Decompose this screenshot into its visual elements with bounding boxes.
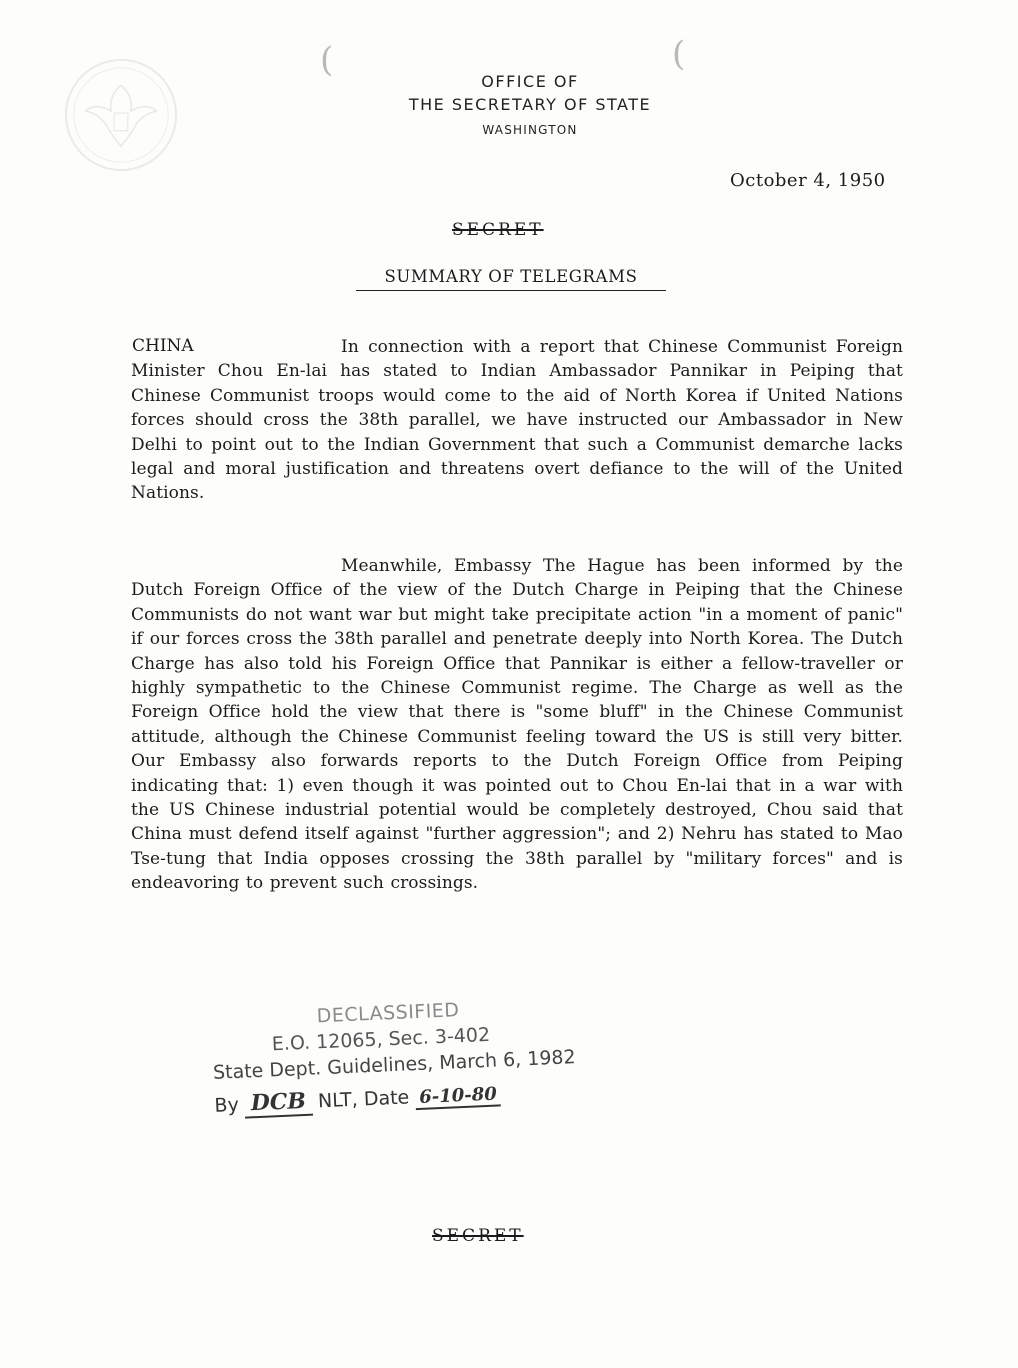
stamp-declassified: DECLASSIFIED [316,999,460,1028]
stamp-nlt-label: NLT, Date [317,1086,410,1113]
stamp-by-line [214,1079,501,1117]
declassification-stamp [210,985,595,1131]
section-label: CHINA [132,336,194,356]
letterhead-office: OFFICE OF [481,72,579,91]
document-date: October 4, 1950 [730,170,886,191]
stamp-reviewer-initials: DCB [244,1088,312,1119]
letterhead-city: WASHINGTON [482,123,578,137]
stamp-executive-order: E.O. 12065, Sec. 3-402 [271,1023,491,1056]
great-seal-icon [62,56,180,174]
document-title: SUMMARY OF TELEGRAMS [356,267,666,291]
paragraph-1: In connection with a report that Chinese Communist Foreign Minister Chou En-lai has stated to Indian Ambassador Pannikar in Peiping that Chinese Communist troops would come to the aid of North Korea if United Nations forces should cross the 38th parallel, we have instructed our Ambassador in New Delhi to point out to the Indian Government that such a Communist demarche lacks legal and moral justification and threatens overt defiance to the will of the United Nations. [131,337,903,504]
stamp-guidelines: State Dept. Guidelines, March 6, 1982 [212,1046,577,1084]
faint-mark-left: ( [320,40,334,80]
paragraph-2: Meanwhile, Embassy The Hague has been informed by the Dutch Foreign Office of the view of the Dutch Charge in Peiping that the Chinese Communists do not want war but might take precipitate action "in a moment of panic" if our forces cross the 38th parallel and penetrate deeply into North Korea. The Dutch Charge has also told his Foreign Office that Pannikar is either a fellow-traveller or highly sympathetic to the Chinese Communist regime. The Charge as well as the Foreign Office hold the view that there is "some bluff" in the Chinese Communist attitude, although the Chinese Communist feeling toward the US is still very bitter. Our Embassy also forwards reports to the Dutch Foreign Office from Peiping indicating that: 1) even though it was pointed out to Chou En-lai that in a war with the US Chinese industrial potential would be completely destroyed, Chou said that China must defend itself against "further aggression"; and 2) Nehru has stated to Mao Tse-tung that India opposes crossing the 38th parallel by "military forces" and is endeavoring to prevent such crossings. [131,556,903,894]
stamp-by-label: By [214,1093,240,1117]
faint-mark-right: ( [672,34,686,74]
letterhead-secretary: THE SECRETARY OF STATE [408,95,652,114]
classification-bottom: SECRET [432,1226,524,1246]
classification-top: SECRET [452,220,544,240]
stamp-date-value: 6-10-80 [415,1083,501,1110]
